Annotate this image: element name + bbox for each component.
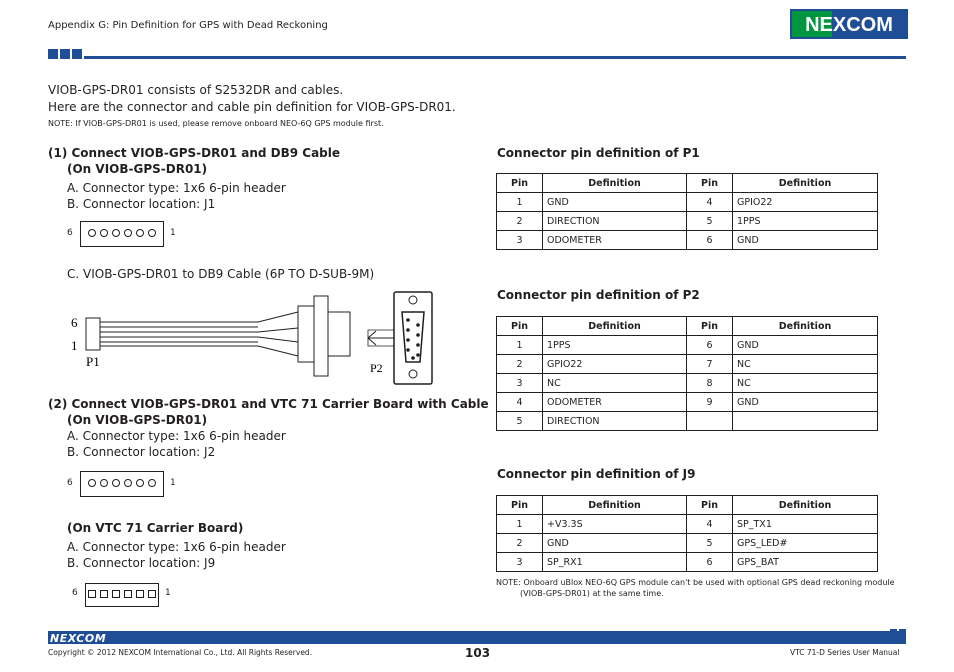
pin-cell: 1 (497, 515, 543, 534)
table-note-line-2: (VIOB-GPS-DR01) at the same time. (520, 589, 664, 598)
pin-label-6: 6 (72, 588, 78, 598)
table-row (497, 515, 878, 534)
footer-square (899, 629, 906, 636)
table-row (497, 193, 878, 212)
definition-cell: DIRECTION (543, 212, 687, 231)
p1-table-title: Connector pin definition of P1 (497, 146, 700, 160)
definition-cell: NC (733, 355, 878, 374)
pin-cell: 2 (497, 212, 543, 231)
section1-heading: (1) Connect VIOB-GPS-DR01 and DB9 Cable (48, 146, 341, 160)
definition-cell: GPS_LED# (733, 534, 878, 553)
pin-cell: 4 (687, 193, 733, 212)
j9-pin-table (496, 495, 878, 572)
header-square (72, 49, 82, 59)
definition-cell: NC (733, 374, 878, 393)
definition-cell: DIRECTION (543, 412, 687, 431)
definition-cell: GND (543, 193, 687, 212)
j9-connector-drawing (85, 583, 159, 607)
definition-cell: SP_RX1 (543, 553, 687, 572)
table-row (497, 553, 878, 572)
section2-heading: (2) Connect VIOB-GPS-DR01 and VTC 71 Carrier Board with Cable (48, 397, 489, 411)
col-header-definition: Definition (543, 174, 687, 193)
table-row (497, 355, 878, 374)
page-number: 103 (465, 646, 491, 660)
col-header-definition: Definition (733, 317, 878, 336)
definition-cell: GND (733, 231, 878, 250)
intro-note: NOTE: If VIOB-GPS-DR01 is used, please remove onboard NEO-6Q GPS module first. (48, 119, 384, 128)
table-row (497, 412, 878, 431)
definition-cell: ODOMETER (543, 393, 687, 412)
footer-copyright: Copyright © 2012 NEXCOM International Co., Ltd. All Rights Reserved. (48, 648, 313, 657)
definition-cell: GND (733, 393, 878, 412)
pin-cell: 1 (497, 336, 543, 355)
pin-label-6: 6 (67, 478, 73, 488)
pin-cell: 5 (687, 212, 733, 231)
pin-label-1: 1 (165, 588, 171, 598)
header-square (48, 49, 58, 59)
definition-cell: GPS_BAT (733, 553, 878, 572)
pin-cell: 2 (497, 355, 543, 374)
pin-cell: 3 (497, 553, 543, 572)
pin-cell: 6 (687, 553, 733, 572)
col-header-pin: Pin (497, 317, 543, 336)
intro-line-1: VIOB-GPS-DR01 consists of S2532DR and cables. (48, 83, 344, 97)
section1-subheading: (On VIOB-GPS-DR01) (67, 162, 208, 176)
cable-label-6: 6 (71, 315, 78, 330)
pin-cell: 3 (497, 374, 543, 393)
cable-label-p2: P2 (370, 361, 383, 375)
pin-cell: 5 (497, 412, 543, 431)
definition-cell: 1PPS (733, 212, 878, 231)
table-row (497, 231, 878, 250)
p1-pin-table (496, 173, 878, 250)
footer-manual-title: VTC 71-D Series User Manual (790, 648, 900, 657)
definition-cell: ODOMETER (543, 231, 687, 250)
header-title: Appendix G: Pin Definition for GPS with Dead Reckoning (48, 20, 328, 31)
section1-item-b: B. Connector location: J1 (67, 197, 216, 211)
definition-cell: +V3.3S (543, 515, 687, 534)
j1-connector-drawing (80, 221, 164, 247)
table-row (497, 336, 878, 355)
header-square (60, 49, 70, 59)
table-row (497, 212, 878, 231)
definition-cell: 1PPS (543, 336, 687, 355)
definition-cell: GND (733, 336, 878, 355)
nexcom-logo (790, 9, 908, 39)
cable-label-1: 1 (71, 338, 78, 353)
pin-cell: 4 (687, 515, 733, 534)
pin-cell: 9 (687, 393, 733, 412)
p2-pin-table (496, 316, 878, 431)
p2-table-title: Connector pin definition of P2 (497, 288, 700, 302)
section3-item-b: B. Connector location: J9 (67, 556, 216, 570)
definition-cell (733, 412, 878, 431)
table-row (497, 374, 878, 393)
pin-cell: 3 (497, 231, 543, 250)
col-header-definition: Definition (733, 496, 878, 515)
header-rule (84, 56, 906, 59)
pin-cell: 5 (687, 534, 733, 553)
table-row (497, 393, 878, 412)
pin-cell: 4 (497, 393, 543, 412)
footer-bar (48, 631, 906, 644)
footer-square (890, 629, 897, 636)
definition-cell: SP_TX1 (733, 515, 878, 534)
section1-item-a: A. Connector type: 1x6 6-pin header (67, 181, 286, 195)
cable-label-p1: P1 (86, 354, 100, 369)
col-header-definition: Definition (543, 496, 687, 515)
pin-cell: 1 (497, 193, 543, 212)
col-header-pin: Pin (497, 174, 543, 193)
cable-drawing (68, 288, 438, 388)
pin-label-1: 1 (170, 228, 176, 238)
pin-cell: 6 (687, 231, 733, 250)
pin-label-6: 6 (67, 228, 73, 238)
col-header-pin: Pin (497, 496, 543, 515)
pin-cell (687, 412, 733, 431)
definition-cell: GPIO22 (733, 193, 878, 212)
j2-connector-drawing (80, 471, 164, 497)
intro-line-2: Here are the connector and cable pin definition for VIOB-GPS-DR01. (48, 100, 456, 114)
section1-item-c: C. VIOB-GPS-DR01 to DB9 Cable (6P TO D-SUB-9M) (67, 267, 375, 281)
pin-label-1: 1 (170, 478, 176, 488)
table-note-line-1: NOTE: Onboard uBlox NEO-6Q GPS module can't be used with optional GPS dead reckoning module (496, 578, 895, 587)
col-header-pin: Pin (687, 317, 733, 336)
col-header-pin: Pin (687, 496, 733, 515)
section3-subheading: (On VTC 71 Carrier Board) (67, 521, 244, 535)
definition-cell: GND (543, 534, 687, 553)
col-header-definition: Definition (733, 174, 878, 193)
section2-item-a: A. Connector type: 1x6 6-pin header (67, 429, 286, 443)
col-header-pin: Pin (687, 174, 733, 193)
footer-logo: NEXCOM (50, 632, 107, 645)
pin-cell: 6 (687, 336, 733, 355)
pin-cell: 2 (497, 534, 543, 553)
section3-item-a: A. Connector type: 1x6 6-pin header (67, 540, 286, 554)
pin-cell: 7 (687, 355, 733, 374)
definition-cell: GPIO22 (543, 355, 687, 374)
j9-table-title: Connector pin definition of J9 (497, 467, 696, 481)
col-header-definition: Definition (543, 317, 687, 336)
section2-subheading: (On VIOB-GPS-DR01) (67, 413, 208, 427)
table-row (497, 534, 878, 553)
pin-cell: 8 (687, 374, 733, 393)
definition-cell: NC (543, 374, 687, 393)
logo-text: NEXCOM (805, 14, 893, 36)
section2-item-b: B. Connector location: J2 (67, 445, 216, 459)
